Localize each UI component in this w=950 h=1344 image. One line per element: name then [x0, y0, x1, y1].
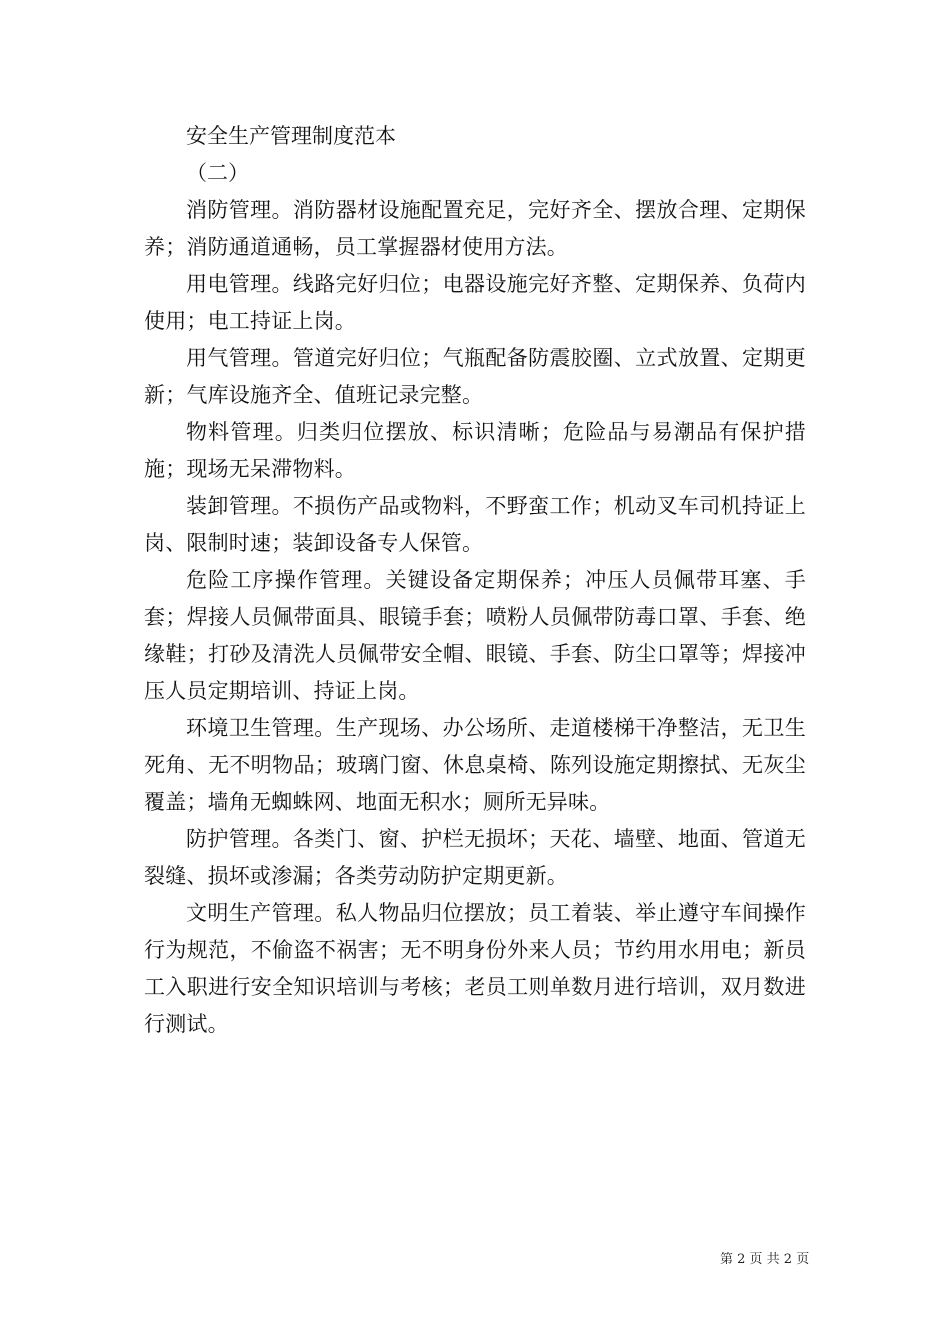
- document-title: 安全生产管理制度范本: [186, 124, 396, 148]
- paragraph-civilized-production-management: 文明生产管理。私人物品归位摆放；员工着装、举止遵守车间操作行为规范，不偷盗不祸害；无不明身份外来人员；节约用水用电；新员工入职进行安全知识培训与考核；老员工则单数月进行培训，双月数进行测试。: [144, 901, 806, 1036]
- paragraph-environment-hygiene-management: 环境卫生管理。生产现场、办公场所、走道楼梯干净整洁，无卫生死角、无不明物品；玻璃门窗、休息桌椅、陈列设施定期擦拭、无灰尘覆盖；墙角无蜘蛛网、地面无积水；厕所无异味。: [144, 716, 806, 814]
- document-subtitle: （二）: [186, 161, 249, 185]
- paragraph-protection-management: 防护管理。各类门、窗、护栏无损坏；天花、墙壁、地面、管道无裂缝、损坏或渗漏；各类劳动防护定期更新。: [144, 827, 806, 888]
- paragraph-loading-management: 装卸管理。不损伤产品或物料，不野蛮工作；机动叉车司机持证上岗、限制时速；装卸设备专人保管。: [144, 494, 806, 555]
- paragraph-hazardous-process-management: 危险工序操作管理。关键设备定期保养；冲压人员佩带耳塞、手套；焊接人员佩带面具、眼镜手套；喷粉人员佩带防毒口罩、手套、绝缘鞋；打砂及清洗人员佩带安全帽、眼镜、手套、防尘口罩等；焊接冲压人员定期培训、持证上岗。: [144, 568, 806, 703]
- document-body: [144, 118, 806, 1043]
- page-number-footer: 第 2 页 共 2 页: [720, 1252, 810, 1267]
- paragraph-electricity-management: 用电管理。线路完好归位；电器设施完好齐整、定期保养、负荷内使用；电工持证上岗。: [144, 272, 806, 333]
- paragraph-material-management: 物料管理。归类归位摆放、标识清晰；危险品与易潮品有保护措施；现场无呆滞物料。: [144, 420, 806, 481]
- paragraph-gas-management: 用气管理。管道完好归位；气瓶配备防震胶圈、立式放置、定期更新；气库设施齐全、值班记录完整。: [144, 346, 806, 407]
- paragraph-fire-management: 消防管理。消防器材设施配置充足，完好齐全、摆放合理、定期保养；消防通道通畅，员工掌握器材使用方法。: [144, 198, 806, 259]
